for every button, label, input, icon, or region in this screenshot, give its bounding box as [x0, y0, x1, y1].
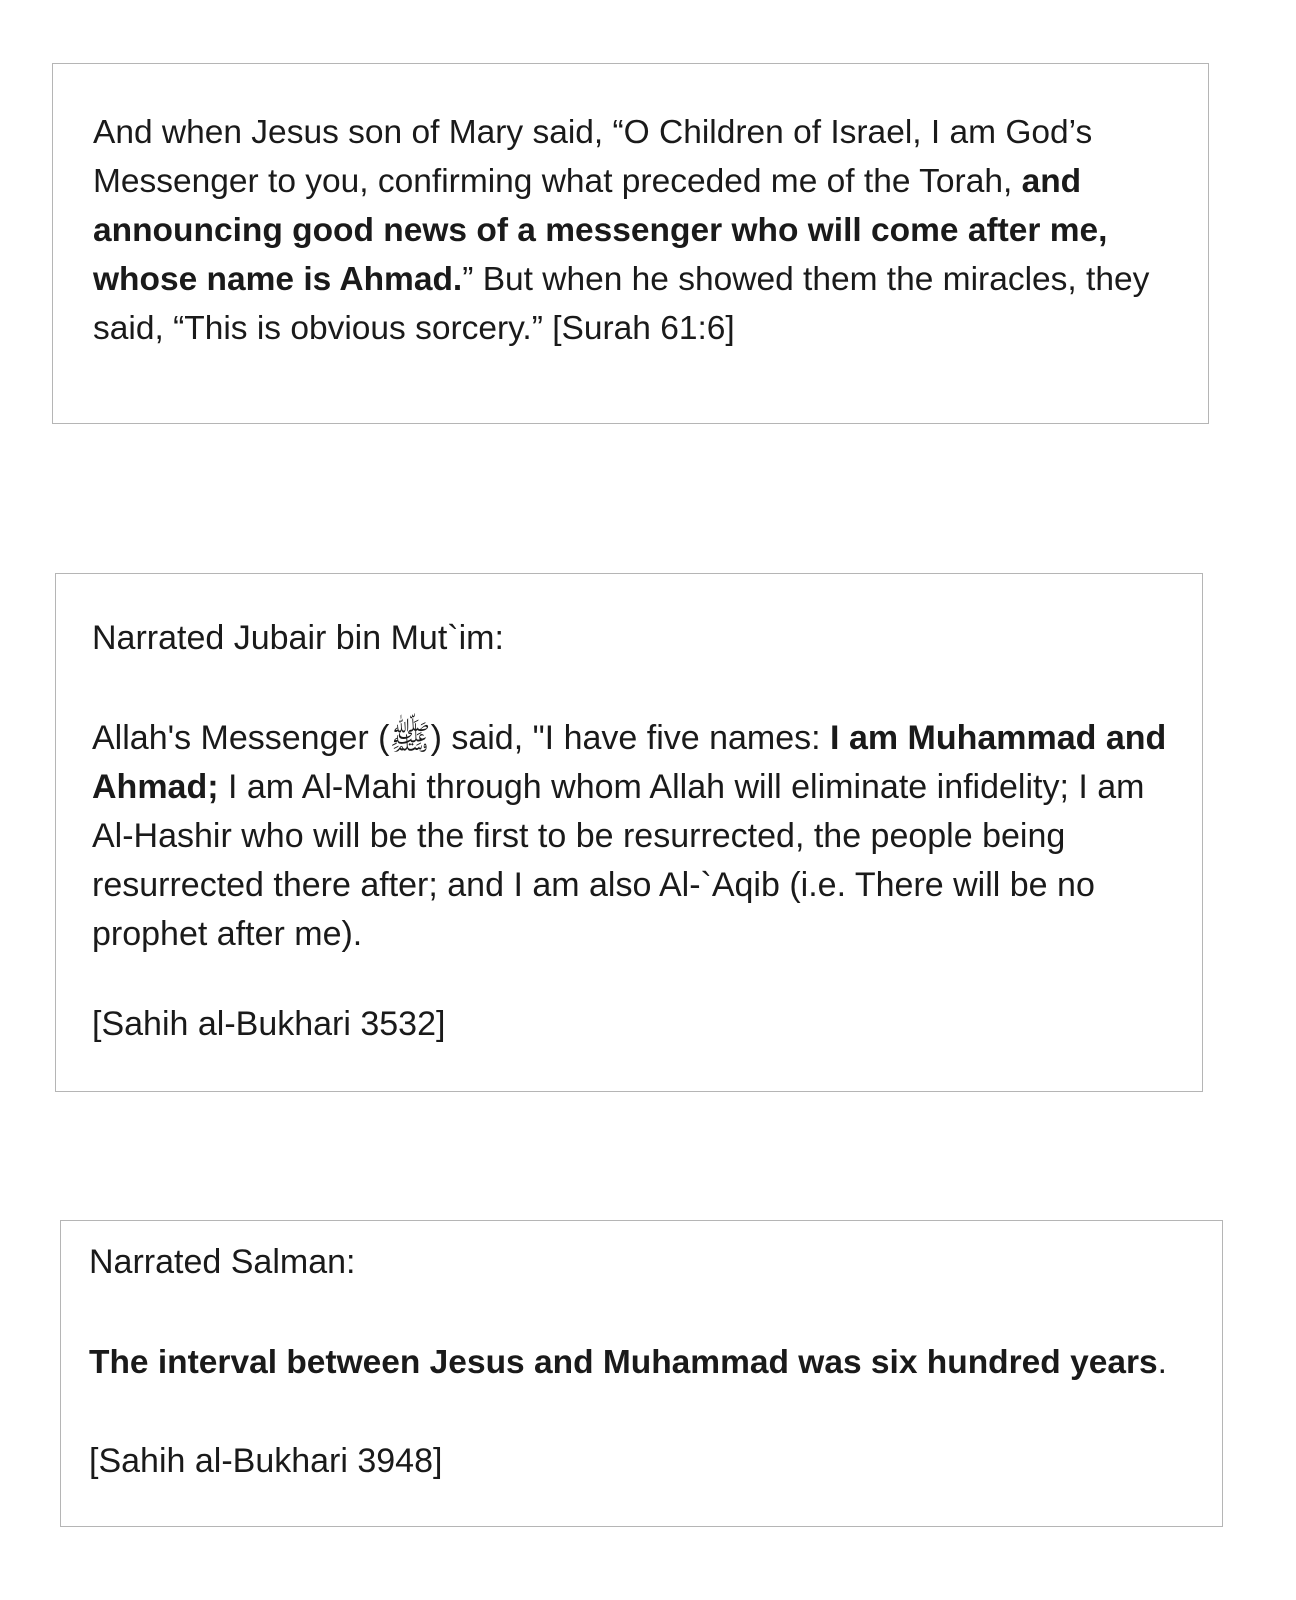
hadith-salman-box [60, 1220, 1223, 1527]
quran-text-regular-end: ” But when he showed them the miracles, they said, “This is obvious sorcery.” [Surah 61:6] [93, 261, 1150, 347]
hadith-jubair-box [55, 573, 1203, 1092]
hadith-jubair-text-bold: I am Muhammad and Ahmad; [92, 719, 1167, 806]
hadith-jubair-reference: [Sahih al-Bukhari 3532] [92, 1005, 446, 1043]
hadith-jubair-text-regular-start: Allah's Messenger (ﷺ) said, "I have five names: [92, 719, 831, 757]
hadith-jubair-text-regular-end: I am Al-Mahi through whom Allah will eliminate infidelity; I am Al-Hashir who will be the first to be resurrected, the people being resurrected there after; and I am also Al-`Aqib (i.e. There will be no prophet after me). [92, 768, 1145, 953]
quran-text-regular-start: And when Jesus son of Mary said, “O Children of Israel, I am God’s Messenger to you, confirming what preceded me of the Torah, [93, 114, 1093, 200]
hadith-jubair-text [92, 714, 1192, 959]
quran-text-bold: and announcing good news of a messenger who will come after me, whose name is Ahmad. [93, 163, 1108, 298]
hadith-salman-text [89, 1338, 1229, 1387]
hadith-salman-reference: [Sahih al-Bukhari 3948] [89, 1442, 443, 1480]
hadith-salman-text-bold: The interval between Jesus and Muhammad was six hundred years [89, 1344, 1158, 1381]
quran-verse-text [93, 108, 1208, 353]
hadith-salman-text-period: . [1157, 1344, 1167, 1381]
hadith-salman-narrator: Narrated Salman: [89, 1243, 356, 1281]
hadith-jubair-narrator: Narrated Jubair bin Mut`im: [92, 619, 504, 657]
quran-verse-box [52, 63, 1209, 424]
